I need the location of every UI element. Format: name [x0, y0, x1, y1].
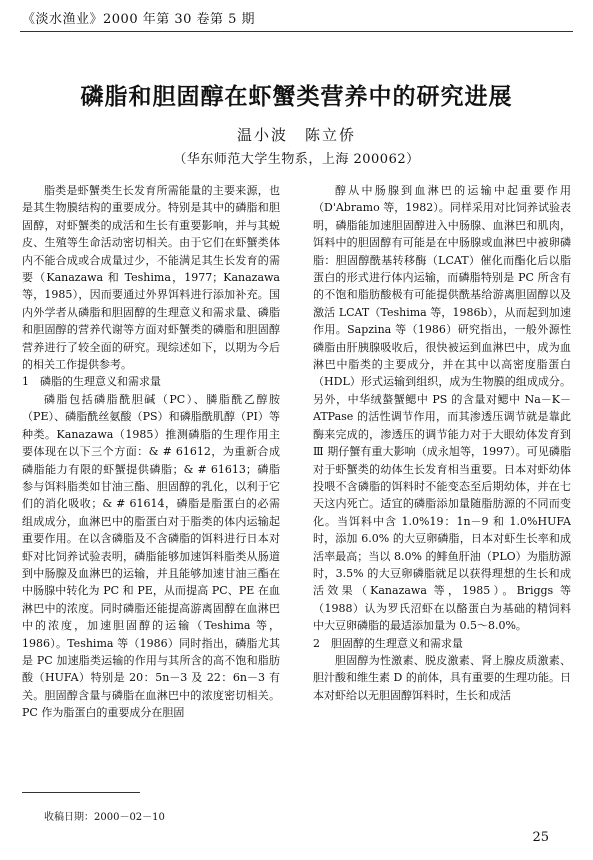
- page-number: 25: [532, 830, 549, 845]
- affiliation: （华东师范大学生物系，上海 200062）: [173, 152, 420, 167]
- authors: 温小波 陈立侨: [236, 126, 356, 144]
- section-2-paragraph: 胆固醇为性激素、脱皮激素、肾上腺皮质激素、胆汁酸和维生素 D 的前体，具有重要的生理功能。日本对虾给以无胆固醇饵料时，生长和成活: [313, 653, 571, 702]
- journal-header: 《淡水渔业》2000 年第 30 卷第 5 期: [22, 12, 256, 27]
- intro-paragraph: 脂类是虾蟹类生长发育所需能量的主要来源，也是其生物膜结构的重要成分。特别是其中的磷脂和胆固醇，对虾蟹类的成活和生长有重要影响，并与其蜕皮、生殖等生命活动密切相关。由于它们在虾蟹类体内不能合成或合成量过少，不能满足其生长发育的需要（Kanazawa 和 Teshima，1977；Kanazawa 等，1985），因而要通过外界饵料进行添加补充。国内外学者从磷脂和胆固醇的生理意义和需求量、磷脂和胆固醇的营养代谢等方面对虾蟹类的磷脂和胆固醇营养进行了较全面的研究。现综述如下，以期为今后的相关工作提供参考。: [22, 184, 280, 372]
- section-1-continued-paragraph: 醇从中肠腺到血淋巴的运输中起重要作用（D'Abramo 等，1982）。同样采用对比饲养试验表明，磷脂能加速胆固醇进入中肠腺、血淋巴和肌肉，饵料中的胆固醇有可能是在中肠腺或血淋巴中被卵磷脂：胆固醇酰基转移酶（LCAT）催化而酯化后以脂蛋白的形式进行体内运输，而磷脂特别是 PC 所含有的不饱和脂肪酸极有可能提供酰基给游离胆固醇以及激活 LCAT（Teshima 等，1986b），从而起到加速作用。Sapzina 等（1986）研究指出，一般外源性磷脂由肝胰腺吸收后，很快被运到血淋巴中，成为血淋巴中脂类的主要成分，并在其中以高密度脂蛋白（HDL）形式运输到组织，成为生物膜的组成成分。另外，中华绒螯蟹鳃中 PS 的含量对鳃中 Na－K－ATPase 的活性调节作用，而其渗透压调节就是靠此酶来完成的，渗透压的调节能力对于大眼幼体发育到 Ⅲ 期仔蟹有重大影响（成永旭等，1997）。可见磷脂对于虾蟹类的幼体生长发育相当重要。日本对虾幼体投喂不含磷脂的饵料时不能变态至后期幼体，并在七天这内死亡。适宜的磷脂添加量随脂肪源的不同而变化。当饵料中含 1.0%19：1n－9 和 1.0%HUFA 时，添加 6.0% 的大豆卵磷脂，日本对虾生长率和成活率最高；当以 8.0% 的鲱鱼肝油（PLO）为脂肪源时，3.5% 的大豆卵磷脂就足以获得理想的生长和成活效果（Kanazawa 等，1985）。Briggs 等（1988）认为罗氏沼虾在以酪蛋白为基础的精饲料中大豆卵磷脂的最适添加量为 0.5～8.0%。: [313, 184, 571, 633]
- header-rule: [20, 31, 573, 32]
- received-date: 收稿日期：2000－02－10: [44, 812, 165, 823]
- left-column: [22, 182, 280, 782]
- section-heading-2: 2 胆固醇的生理意义和需求量: [313, 636, 463, 650]
- section-heading-1: 1 磷脂的生理意义和需求量: [22, 375, 161, 389]
- paper-title: 磷脂和胆固醇在虾蟹类营养中的研究进展: [80, 84, 513, 110]
- right-column: [313, 182, 571, 852]
- section-1-paragraph: 磷脂包括磷脂酰胆碱（PC）、膦脂酰乙醇胺（PE）、磷脂酰丝氨酸（PS）和磷脂酰肌醇（PI）等种类。Kanazawa（1985）推测磷脂的生理作用主要体现在以下三个方面：& # 61612，为重新合成磷脂能力有限的虾蟹提供磷脂；& # 61613；磷脂参与饵料脂类如甘油三酯、胆固醇的乳化，以利于它们的消化吸收；& # 61614，磷脂是脂蛋白的必需组成成分，血淋巴中的脂蛋白对于脂类的体内运输起重要作用。在以含磷脂及不含磷脂的饵料进行日本对虾对比饲养试验表明，磷脂能够加速饵料脂类从肠道到中肠腺及血淋巴的运输，并且能够加速甘油三酯在中肠腺中转化为 PC 和 PE，从而提高 PC、PE 在血淋巴中的浓度。同时磷脂还能提高游离固醇在血淋巴中的浓度，加速胆固醇的运输（Teshima 等，1986）。Teshima 等（1986）同时指出，磷脂尤其是 PC 加速脂类运输的作用与其所含的高不饱和脂肪酸（HUFA）特别是 20：5n－3 及 22：6n－3 有关。胆固醇含量与磷脂在血淋巴中的浓度密切相关。PC 作为脂蛋白的重要成分在胆固: [22, 392, 280, 720]
- footnote-rule: [22, 792, 140, 793]
